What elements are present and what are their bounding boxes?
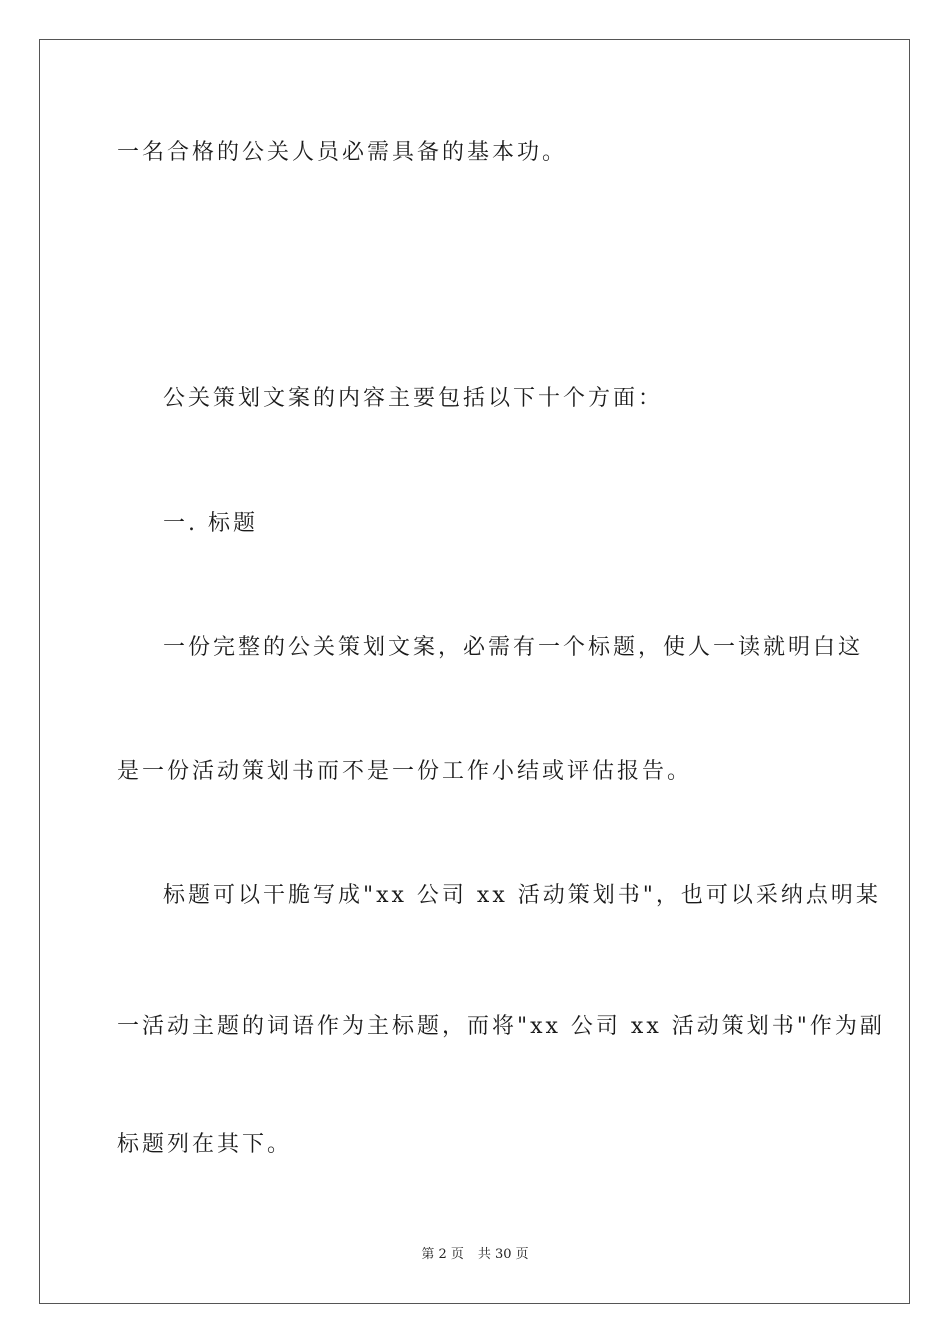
paragraph-line: 公关策划文案的内容主要包括以下十个方面： xyxy=(163,386,664,411)
paragraph-line: 标题可以干脆写成"xx 公司 xx 活动策划书"，也可以采纳点明某 xyxy=(163,883,881,908)
section-heading: 一. 标题 xyxy=(163,511,258,536)
paragraph-line: 一份完整的公关策划文案，必需有一个标题，使人一读就明白这 xyxy=(163,635,864,660)
page-total: 共 30 页 xyxy=(477,1247,529,1262)
page-footer xyxy=(0,1246,950,1264)
paragraph-line: 一活动主题的词语作为主标题，而将"xx 公司 xx 活动策划书"作为副 xyxy=(117,1014,885,1039)
paragraph-line: 是一份活动策划书而不是一份工作小结或评估报告。 xyxy=(117,759,693,784)
page-number: 第 2 页 xyxy=(421,1247,464,1262)
page-border xyxy=(39,39,910,1304)
paragraph-line: 一名合格的公关人员必需具备的基本功。 xyxy=(117,140,568,165)
paragraph-line: 标题列在其下。 xyxy=(117,1132,293,1157)
